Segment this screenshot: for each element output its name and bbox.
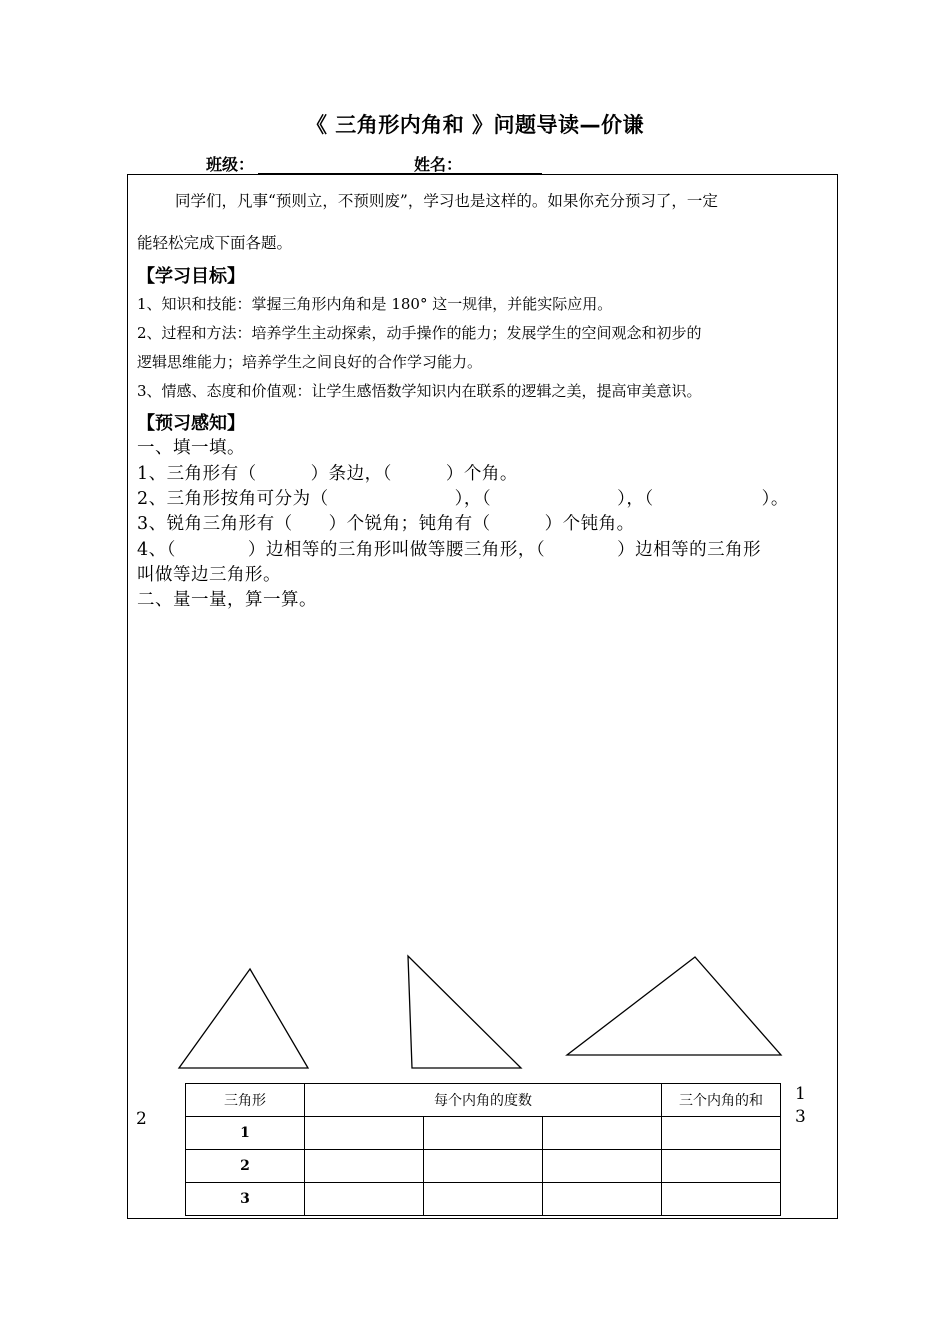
- triangle-1-acute: [179, 969, 308, 1068]
- angle-cell[interactable]: [424, 1150, 543, 1183]
- angle-cell[interactable]: [543, 1150, 662, 1183]
- sum-cell[interactable]: [662, 1183, 781, 1216]
- sum-cell[interactable]: [662, 1117, 781, 1150]
- preview-heading: 【预习感知】: [137, 413, 245, 434]
- header-angle-sum: 三个内角的和: [662, 1084, 781, 1117]
- class-label: 班级：: [206, 155, 255, 174]
- triangle-2-right: [408, 956, 521, 1068]
- row-number: 2: [186, 1150, 305, 1183]
- fill-question-4-line-1: 4、（ ）边相等的三角形叫做等腰三角形，（ ）边相等的三角形: [137, 540, 762, 560]
- name-label: 姓名：: [414, 155, 463, 174]
- triangle-3-obtuse: [567, 957, 781, 1055]
- goal-item-3: 3、情感、态度和价值观：让学生感悟数学知识内在联系的逻辑之美，提高审美意识。: [137, 382, 702, 400]
- header-each-angle: 每个内角的度数: [305, 1084, 662, 1117]
- side-label-right: [795, 1083, 806, 1129]
- angle-cell[interactable]: [305, 1117, 424, 1150]
- angle-cell[interactable]: [543, 1183, 662, 1216]
- goal-item-1: 1、知识和技能：掌握三角形内角和是 180° 这一规律，并能实际应用。: [137, 295, 613, 313]
- goals-heading: 【学习目标】: [137, 266, 245, 287]
- fill-question-1: 1、三角形有（ ）条边，（ ）个角。: [137, 464, 518, 484]
- intro-line-1: 同学们，凡事“预则立，不预则废”，学习也是这样的。如果你充分预习了，一定: [175, 192, 718, 210]
- row-number: 1: [186, 1117, 305, 1150]
- table-header-row: [186, 1084, 781, 1117]
- fill-question-4-line-2: 叫做等边三角形。: [137, 565, 281, 585]
- measure-part-2-heading: 二、量一量，算一算。: [137, 590, 317, 610]
- table-row: [186, 1183, 781, 1216]
- table-row: [186, 1150, 781, 1183]
- row-number: 3: [186, 1183, 305, 1216]
- side-label-right-1: 1: [795, 1084, 806, 1104]
- intro-line-2: 能轻松完成下面各题。: [137, 234, 293, 252]
- goal-item-2-line-2: 逻辑思维能力；培养学生之间良好的合作学习能力。: [137, 353, 483, 371]
- fill-part-1-heading: 一、填一填。: [137, 438, 245, 458]
- fill-question-2: 2、三角形按角可分为（ ），（ ），（ ）。: [137, 489, 789, 509]
- sum-cell[interactable]: [662, 1150, 781, 1183]
- angle-cell[interactable]: [543, 1117, 662, 1150]
- angle-cell[interactable]: [424, 1183, 543, 1216]
- side-label-left: 2: [136, 1109, 147, 1129]
- fill-question-3: 3、锐角三角形有（ ）个锐角；钝角有（ ）个钝角。: [137, 514, 635, 534]
- angle-cell[interactable]: [305, 1183, 424, 1216]
- angle-cell[interactable]: [305, 1150, 424, 1183]
- page-title: 《 三角形内角和 》问题导读—价谦: [305, 113, 645, 137]
- side-label-right-2: 3: [795, 1107, 806, 1127]
- header-triangle: 三角形: [186, 1084, 305, 1117]
- table-row: [186, 1117, 781, 1150]
- angle-cell[interactable]: [424, 1117, 543, 1150]
- goal-item-2-line-1: 2、过程和方法：培养学生主动探索，动手操作的能力；发展学生的空间观念和初步的: [137, 324, 702, 342]
- angle-measure-table: [185, 1083, 781, 1216]
